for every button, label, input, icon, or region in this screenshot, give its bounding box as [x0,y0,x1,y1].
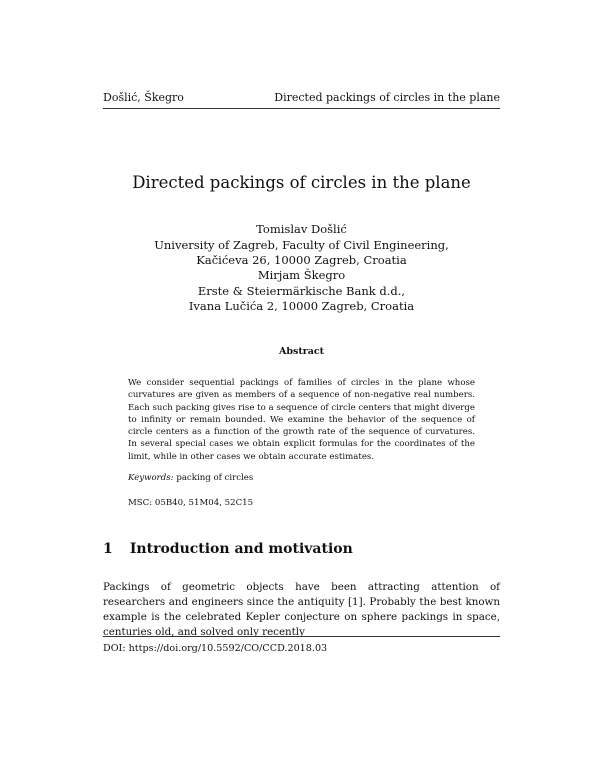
msc-codes: MSC: 05B40, 51M04, 52C15 [128,498,254,508]
doi-link[interactable]: DOI: https://doi.org/10.5592/CO/CCD.2018.03 [103,643,328,654]
keywords-value: packing of circles [176,473,254,483]
header-rule [103,108,500,109]
paper-title: Directed packings of circles in the plane [132,173,471,192]
abstract-text: We consider sequential packings of families of circles in the plane whose curvatures are given as members of a sequence of non-negative real numbers. Each such packing gives rise to a sequence of circle centers that might diverge to infinity or remain bounded. We examine the behavior of the sequence of circle centers as a function of the growth rate of the sequence of curvatures. In several special cases we obtain explicit formulas for the coordinates of the limit, while in other cases we obtain accurate estimates. [128,378,475,462]
running-head [103,91,500,105]
author-name: Mirjam Škegro [257,268,346,282]
section-number: 1 [103,541,113,557]
body-paragraph: Packings of geometric objects have been attracting attention of researchers and engineers since the antiquity [1]. Probably the best known example is the celebrated Kepler conjecture on sphere packings in space, centuries old, and solved only recently [103,581,500,638]
running-head-authors: Došlić, Škegro [103,91,184,104]
author-address: Kačićeva 26, 10000 Zagreb, Croatia [196,253,407,267]
footer-rule [103,636,500,637]
author-affiliation: University of Zagreb, Faculty of Civil Engineering, [154,237,449,252]
author-affiliation: Erste & Steiermärkische Bank d.d., [197,283,406,298]
author-block-2 [103,268,500,315]
author-address: Ivana Lučića 2, 10000 Zagreb, Croatia [188,299,415,313]
author-block-1 [103,222,500,269]
abstract-heading: Abstract [278,346,325,357]
keywords-label: Keywords: [128,473,174,483]
keywords [128,472,475,484]
section-heading [103,540,500,558]
section-title: Introduction and motivation [129,541,353,557]
author-name: Tomislav Došlić [256,222,347,236]
running-head-title: Directed packings of circles in the plane [274,91,500,104]
